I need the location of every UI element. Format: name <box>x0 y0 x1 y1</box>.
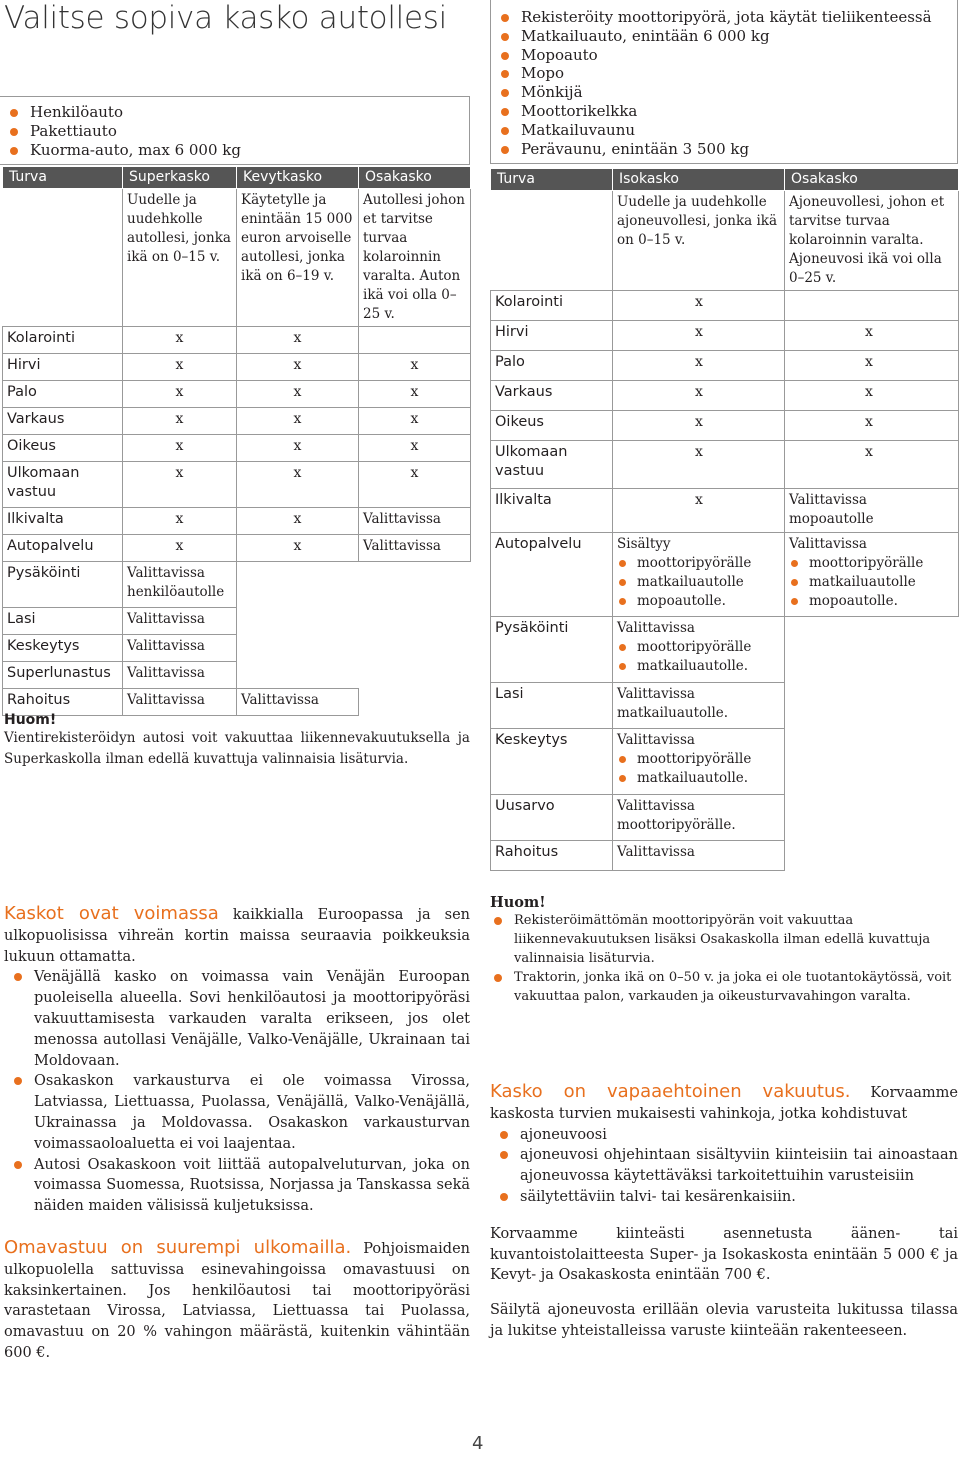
right-desc-isokasko: Uudelle ja uudehkolle ajoneuvollesi, jonka ikä on 0–15 v. <box>613 191 785 291</box>
table-cell <box>785 841 959 871</box>
vapaaehtoinen-section <box>490 1082 958 1342</box>
left-desc-superkasko: Uudelle ja uudehkolle autollesi, jonka ikä on 0–15 v. <box>123 189 237 327</box>
cell-list <box>617 750 780 788</box>
row-label: Varkaus <box>491 381 613 411</box>
left-note-text: Vientirekisteröidyn autosi voit vakuuttaa liikennevakuutuksella ja Superkaskolla ilman edellä kuvattuja valinnaisia lisäturvia. <box>4 730 470 767</box>
vehicle-item: Pakettiauto <box>6 122 469 141</box>
row-label: Uusarvo <box>491 795 613 841</box>
right-note-list <box>490 911 958 1006</box>
list-item: Autosi Osakaskoon voit liittää autopalveluturvan, joka on voimassa Suomessa, Ruotsissa, Norjassa ja Tanskassa sekä näiden maiden välisissä kuljetuksissa. <box>10 1155 470 1217</box>
table-row <box>3 562 471 608</box>
list-item: ajoneuvoosi <box>496 1125 958 1146</box>
table-cell <box>785 795 959 841</box>
vehicle-item: Mönkijä <box>497 83 957 102</box>
table-cell: x <box>785 411 959 441</box>
cell-text: Valittavissa <box>617 844 695 860</box>
cell-intro: Valittavissa <box>789 536 867 552</box>
list-item: ajoneuvosi ohjehintaan sisältyviin kiinteisiin tai ainoastaan ajoneuvossa käytettäväksi tarkoitettuihin varusteisiin <box>496 1145 958 1187</box>
vapaaehtoinen-heading: Kasko on vapaaehtoinen vakuutus. <box>490 1081 851 1102</box>
cell-list <box>617 638 780 676</box>
right-desc-osakasko: Ajoneuvollesi, johon et tarvitse turvaa kolaroinnin varalta. Ajoneuvosi ikä voi olla 0–25 v. <box>785 191 959 291</box>
cell-list-item: moottoripyörälle <box>617 638 780 657</box>
table-cell: x <box>123 435 237 462</box>
row-label: Hirvi <box>491 321 613 351</box>
table-cell <box>359 327 471 354</box>
table-cell <box>613 533 785 617</box>
left-header-osakasko: Osakasko <box>359 167 471 189</box>
row-label: Hirvi <box>3 354 123 381</box>
table-cell: x <box>237 354 359 381</box>
table-row <box>491 533 959 617</box>
cell-intro: Valittavissa <box>617 620 695 636</box>
table-cell <box>613 729 785 795</box>
left-note <box>4 712 470 770</box>
row-label: Ulkomaan vastuu <box>3 462 123 508</box>
table-cell: x <box>613 441 785 489</box>
row-label: Ilkivalta <box>491 489 613 533</box>
table-cell: x <box>785 351 959 381</box>
table-cell: Valittavissa <box>359 535 471 562</box>
row-label: Kolarointi <box>491 291 613 321</box>
row-label: Rahoitus <box>491 841 613 871</box>
list-item: Osakaskon varkausturva ei ole voimassa Virossa, Latviassa, Liettuassa, Puolassa, Venäjällä, Valko-Venäjällä, Ukrainassa ja Moldovassa. Osakaskon varkausturvan voimassaoloaluetta ei voi laajentaa. <box>10 1071 470 1154</box>
kaskot-section <box>4 904 470 1217</box>
table-cell <box>785 617 959 683</box>
table-row <box>491 381 959 411</box>
right-note-title: Huom! <box>490 894 546 911</box>
kaskot-heading: Kaskot ovat voimassa <box>4 903 219 924</box>
row-label: Ilkivalta <box>3 508 123 535</box>
table-cell: Valittavissa <box>123 662 237 689</box>
row-label: Pysäköinti <box>3 562 123 608</box>
vehicle-item: Rekisteröity moottoripyörä, jota käytät tieliikenteessä <box>497 8 957 27</box>
row-label: Rahoitus <box>3 689 123 716</box>
cell-list-item: moottoripyörälle <box>789 554 954 573</box>
table-row <box>3 408 471 435</box>
left-desc-empty <box>3 189 123 327</box>
cell-text: Valittavissa matkailuautolle. <box>617 686 729 721</box>
left-desc-kevytkasko: Käytetylle ja enintään 15 000 euron arvoiselle autollesi, jonka ikä on 6–19 v. <box>237 189 359 327</box>
table-cell <box>785 291 959 321</box>
cell-list-item: matkailuautolle. <box>617 657 780 676</box>
vapaaehtoinen-para3: Säilytä ajoneuvosta erillään olevia varusteita lukitussa tilassa ja lukitse yhteistalleissa varuste kiinteään rakenteeseen. <box>490 1302 958 1339</box>
left-vehicle-list <box>6 103 469 159</box>
kaskot-intro: kaikkialla Euroopassa ja sen ulkopuolisissa vihreän kortin maissa seuraavia poikkeuksia lukuun ottamatta. <box>4 907 470 965</box>
row-label: Oikeus <box>491 411 613 441</box>
cell-list-item: mopoautolle. <box>617 592 780 611</box>
left-comparison-table <box>2 166 471 716</box>
omavastuu-section <box>4 1238 470 1364</box>
table-cell: x <box>123 327 237 354</box>
row-label: Palo <box>491 351 613 381</box>
table-row <box>491 841 959 871</box>
table-row <box>491 617 959 683</box>
table-row <box>491 411 959 441</box>
cell-list-item: mopoautolle. <box>789 592 954 611</box>
row-label: Autopalvelu <box>3 535 123 562</box>
table-cell: x <box>123 408 237 435</box>
table-cell: x <box>359 435 471 462</box>
table-cell <box>785 533 959 617</box>
table-row <box>491 351 959 381</box>
right-vehicle-box <box>490 0 958 164</box>
table-cell: x <box>613 321 785 351</box>
table-row <box>3 535 471 562</box>
right-comparison-table <box>490 168 959 871</box>
table-cell: x <box>237 327 359 354</box>
cell-list-item: matkailuautolle <box>789 573 954 592</box>
table-cell <box>237 662 359 689</box>
table-cell <box>613 795 785 841</box>
omavastuu-heading: Omavastuu on suurempi ulkomailla. <box>4 1237 352 1258</box>
table-cell: x <box>613 489 785 533</box>
table-cell: x <box>237 462 359 508</box>
table-cell <box>785 729 959 795</box>
table-row <box>491 795 959 841</box>
cell-intro: Valittavissa <box>617 732 695 748</box>
vehicle-item: Perävaunu, enintään 3 500 kg <box>497 140 957 159</box>
table-row <box>3 354 471 381</box>
right-vehicle-list <box>497 8 957 158</box>
table-cell: Valittavissa henkilöautolle <box>123 562 237 608</box>
table-cell: x <box>785 321 959 351</box>
row-label: Autopalvelu <box>491 533 613 617</box>
row-label: Superlunastus <box>3 662 123 689</box>
table-row <box>491 683 959 729</box>
cell-list-item: moottoripyörälle <box>617 750 780 769</box>
cell-list <box>789 554 954 611</box>
table-cell: x <box>237 435 359 462</box>
cell-list-item: matkailuautolle. <box>617 769 780 788</box>
right-header-isokasko: Isokasko <box>613 169 785 191</box>
row-label: Keskeytys <box>3 635 123 662</box>
vehicle-item: Henkilöauto <box>6 103 469 122</box>
table-cell: x <box>237 381 359 408</box>
row-label: Ulkomaan vastuu <box>491 441 613 489</box>
row-label: Kolarointi <box>3 327 123 354</box>
right-desc-empty <box>491 191 613 291</box>
table-cell <box>785 683 959 729</box>
table-cell: x <box>359 381 471 408</box>
row-label: Oikeus <box>3 435 123 462</box>
left-desc-osakasko: Autollesi johon et tarvitse turvaa kolaroinnin varalta. Auton ikä voi olla 0–25 v. <box>359 189 471 327</box>
vapaaehtoinen-text: Korvaamme kaskosta turvien mukaisesti vahinkoja, jotka kohdistuvat <box>490 1085 958 1122</box>
table-row <box>3 635 471 662</box>
table-row <box>3 381 471 408</box>
table-row <box>3 462 471 508</box>
table-row <box>491 291 959 321</box>
left-note-title: Huom! <box>4 712 57 728</box>
right-note <box>490 894 958 1006</box>
table-cell: x <box>237 508 359 535</box>
table-cell <box>359 635 471 662</box>
table-cell: x <box>123 381 237 408</box>
right-header-osakasko: Osakasko <box>785 169 959 191</box>
kaskot-list <box>10 967 470 1217</box>
row-label: Keskeytys <box>491 729 613 795</box>
table-cell: Valittavissa <box>359 508 471 535</box>
table-row <box>491 729 959 795</box>
cell-list <box>617 554 780 611</box>
list-item: Rekisteröimättömän moottoripyörän voit vakuuttaa liikennevakuutuksen lisäksi Osakaskolla ilman edellä kuvattuja valinnaisia lisäturvia. <box>490 911 958 968</box>
table-cell: Valittavissa <box>123 608 237 635</box>
table-row <box>3 662 471 689</box>
right-header-turva: Turva <box>491 169 613 191</box>
left-header-kevytkasko: Kevytkasko <box>237 167 359 189</box>
table-cell: x <box>359 462 471 508</box>
table-cell: Valittavissa <box>123 689 237 716</box>
table-cell <box>359 662 471 689</box>
table-cell: x <box>237 535 359 562</box>
vehicle-item: Matkailuauto, enintään 6 000 kg <box>497 27 957 46</box>
table-cell <box>613 683 785 729</box>
table-cell: x <box>237 408 359 435</box>
table-cell: x <box>613 291 785 321</box>
omavastuu-text: Pohjoismaiden ulkopuolella sattuvissa esinevahingoissa omavastuusi on kaksinkertainen. Jos henkilöautosi tai moottoripyöräsi varastetaan Virossa, Latviassa, Liettuassa tai Puolassa, omavastuu on 20 % vahingon määrästä, kuitenkin vähintään 600 €. <box>4 1241 471 1361</box>
table-cell: x <box>785 441 959 489</box>
table-cell: x <box>123 508 237 535</box>
table-row <box>491 441 959 489</box>
vehicle-item: Moottorikelkka <box>497 102 957 121</box>
row-label: Palo <box>3 381 123 408</box>
table-cell <box>237 635 359 662</box>
table-cell: x <box>613 411 785 441</box>
table-cell: x <box>123 535 237 562</box>
vehicle-item: Kuorma-auto, max 6 000 kg <box>6 141 469 160</box>
vapaaehtoinen-para2: Korvaamme kiinteästi asennetusta äänen- tai kuvantoistolaitteesta Super- ja Isokaskosta enintään 5 000 € ja Kevyt- ja Osakaskosta enintään 700 €. <box>490 1225 958 1284</box>
page-number: 4 <box>472 1433 484 1454</box>
table-cell: x <box>785 381 959 411</box>
row-label: Lasi <box>491 683 613 729</box>
row-label: Pysäköinti <box>491 617 613 683</box>
table-cell <box>359 562 471 608</box>
table-cell: x <box>359 354 471 381</box>
left-vehicle-box <box>0 96 470 165</box>
cell-list-item: matkailuautolle <box>617 573 780 592</box>
table-cell <box>613 841 785 871</box>
table-row <box>491 321 959 351</box>
table-row <box>3 608 471 635</box>
list-item: Traktorin, jonka ikä on 0–50 v. ja joka ei ole tuotantokäytössä, voit vakuuttaa palon, varkauden ja oikeusturvavahingon varalta. <box>490 968 958 1006</box>
table-row <box>3 508 471 535</box>
table-cell: Valittavissa mopoautolle <box>785 489 959 533</box>
cell-list-item: moottoripyörälle <box>617 554 780 573</box>
left-header-superkasko: Superkasko <box>123 167 237 189</box>
table-cell: x <box>123 354 237 381</box>
table-cell: x <box>123 462 237 508</box>
list-item: Venäjällä kasko on voimassa vain Venäjän Euroopan puoleisella alueella. Sovi henkilöautosi ja moottoripyöräsi vakuuttamisesta varkauden varalta erikseen, jos olet menossa autollasi Venäjälle, Valko-Venäjälle, Ukrainaan tai Moldovaan. <box>10 967 470 1071</box>
left-header-turva: Turva <box>3 167 123 189</box>
table-cell <box>237 562 359 608</box>
table-row <box>491 489 959 533</box>
table-cell: x <box>359 408 471 435</box>
table-cell <box>237 608 359 635</box>
cell-text: Valittavissa moottoripyörälle. <box>617 798 736 833</box>
table-cell: x <box>613 381 785 411</box>
vehicle-item: Matkailuvaunu <box>497 121 957 140</box>
cell-intro: Sisältyy <box>617 536 671 552</box>
vehicle-item: Mopoauto <box>497 46 957 65</box>
table-cell <box>613 617 785 683</box>
row-label: Lasi <box>3 608 123 635</box>
table-cell: x <box>613 351 785 381</box>
table-row <box>3 435 471 462</box>
table-cell <box>359 608 471 635</box>
vehicle-item: Mopo <box>497 64 957 83</box>
list-item: säilytettäviin talvi- tai kesärenkaisiin. <box>496 1187 958 1208</box>
row-label: Varkaus <box>3 408 123 435</box>
table-cell: Valittavissa <box>123 635 237 662</box>
vapaaehtoinen-list <box>496 1125 958 1208</box>
table-cell: Valittavissa <box>237 689 359 716</box>
page-title: Valitse sopiva kasko autollesi <box>4 0 447 36</box>
table-row <box>3 327 471 354</box>
